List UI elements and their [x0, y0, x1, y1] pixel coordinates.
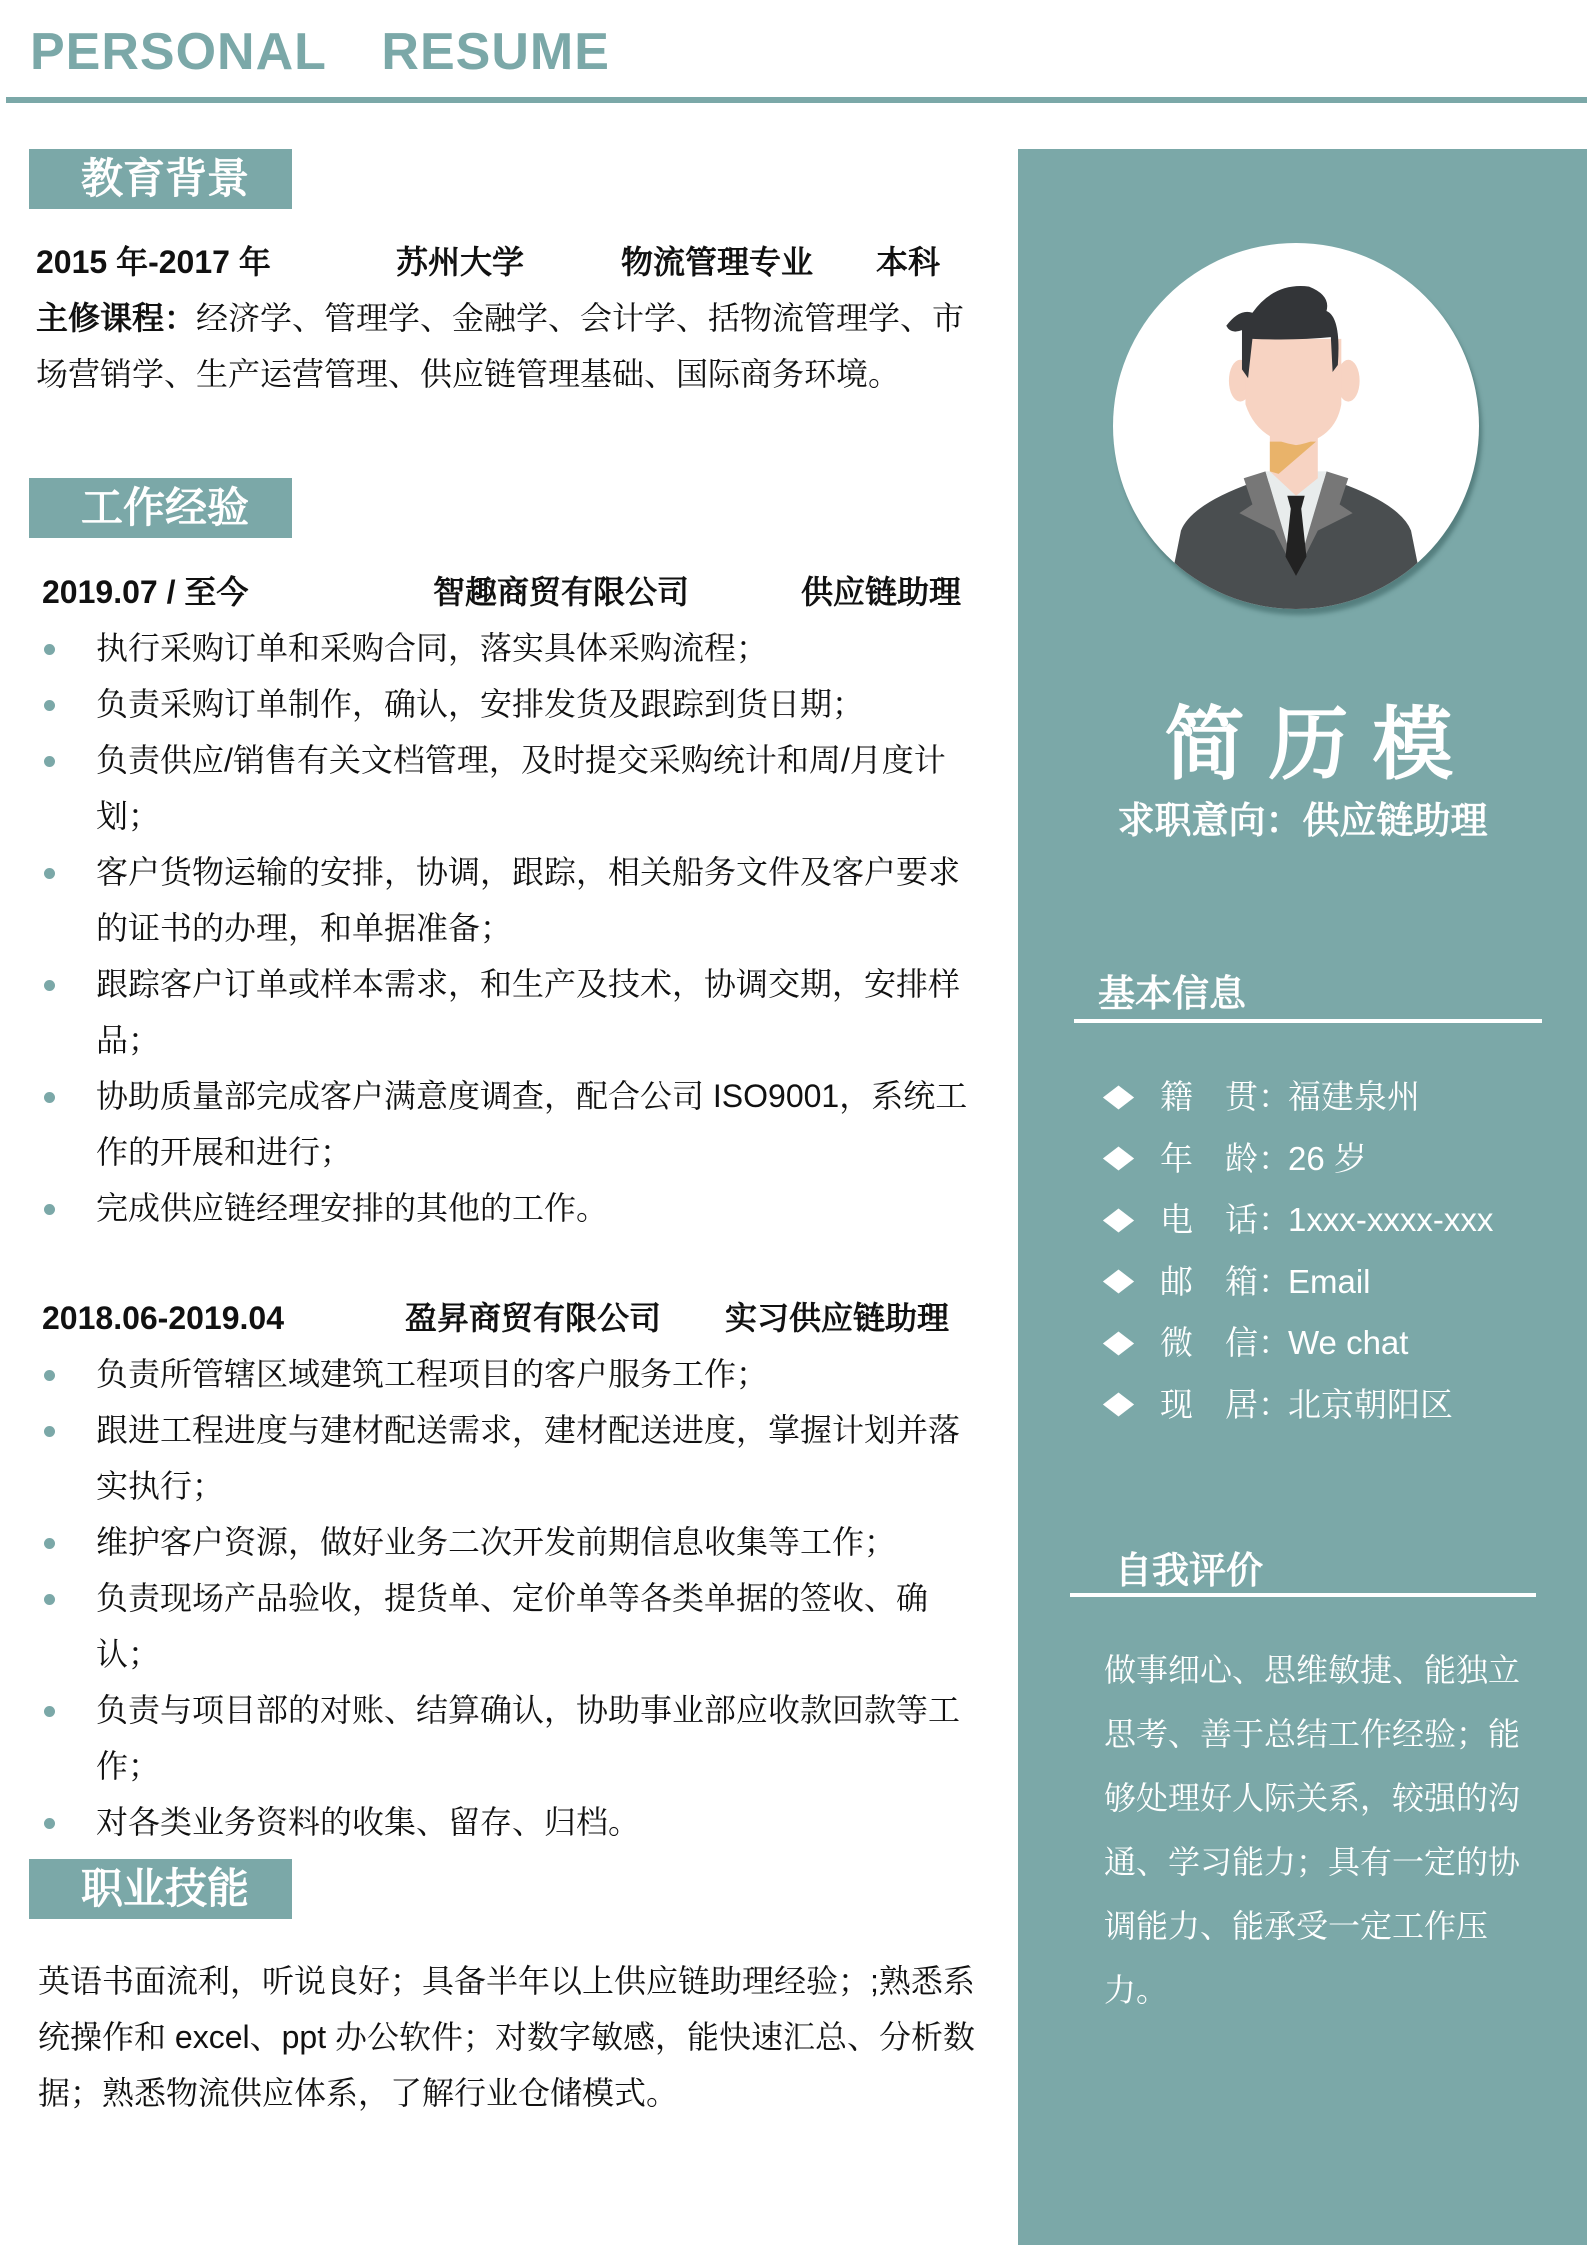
edu-degree: 本科 [876, 244, 941, 280]
basic-info-title: 基本信息 [1098, 973, 1246, 1014]
list-item: 负责所管辖区域建筑工程项目的客户服务工作； [40, 1346, 980, 1402]
info-row-email [1106, 1251, 1493, 1313]
job1-period: 2019.07 / 至今 [42, 574, 249, 610]
edu-period: 2015 年-2017 年 [36, 244, 271, 280]
basic-info-list [1106, 1066, 1493, 1435]
job1-duties [40, 620, 980, 1236]
list-item: 负责供应/销售有关文档管理，及时提交采购统计和周/月度计划； [40, 732, 980, 844]
edu-major: 物流管理专业 [621, 244, 814, 280]
list-item: 协助质量部完成客户满意度调查，配合公司 ISO9001，系统工作的开展和进行； [40, 1068, 980, 1180]
info-value: We chat [1288, 1324, 1409, 1361]
colon: ： [1258, 1201, 1291, 1238]
basic-info-divider [1074, 1019, 1542, 1023]
info-value: Email [1288, 1262, 1371, 1300]
self-eval-divider [1070, 1593, 1536, 1597]
edu-school: 苏州大学 [396, 244, 525, 280]
info-label: 龄 [1225, 1139, 1258, 1177]
section-title-work: 工作经验 [29, 478, 292, 538]
diamond-bullet-icon [1106, 1208, 1130, 1232]
colon: ： [1258, 1078, 1291, 1115]
section-title-skills: 职业技能 [29, 1859, 292, 1919]
list-item: 跟踪客户订单或样本需求，和生产及技术，协调交期，安排样品； [40, 956, 980, 1068]
list-item: 负责与项目部的对账、结算确认，协助事业部应收款回款等工作； [40, 1682, 980, 1794]
info-label: 电 [1160, 1201, 1193, 1238]
section-title-education: 教育背景 [29, 149, 292, 209]
list-item: 对各类业务资料的收集、留存、归档。 [40, 1794, 980, 1850]
list-item: 跟进工程进度与建材配送需求，建材配送进度，掌握计划并落实执行； [40, 1402, 980, 1514]
info-label: 邮 [1160, 1262, 1193, 1300]
list-item: 维护客户资源，做好业务二次开发前期信息收集等工作； [40, 1514, 980, 1570]
info-label: 信 [1225, 1324, 1258, 1361]
skills-text: 英语书面流利，听说良好；具备半年以上供应链助理经验；;熟悉系统操作和 excel、ppt 办公软件；对数字敏感，能快速汇总、分析数据；熟悉物流供应体系，了解行业仓储模式。 [38, 1963, 975, 2111]
colon: ： [1258, 1324, 1291, 1361]
job2-position: 实习供应链助理 [725, 1300, 950, 1336]
info-row-age [1106, 1128, 1493, 1190]
header-divider [6, 97, 1587, 103]
info-value: 福建泉州 [1288, 1078, 1420, 1115]
info-label: 籍 [1160, 1078, 1193, 1115]
job2-duties [40, 1346, 980, 1850]
page-title: PERSONAL RESUME [30, 23, 610, 81]
list-item: 负责采购订单制作，确认，安排发货及跟踪到货日期； [40, 676, 980, 732]
info-value: 1xxx-xxxx-xxx [1288, 1201, 1494, 1238]
colon: ： [1258, 1385, 1291, 1423]
diamond-bullet-icon [1106, 1146, 1130, 1170]
job2-period: 2018.06-2019.04 [42, 1300, 284, 1336]
info-label: 箱 [1225, 1262, 1258, 1300]
job-intent: 求职意向：供应链助理 [1117, 800, 1488, 841]
info-label: 微 [1160, 1324, 1193, 1361]
job2-company: 盈昇商贸有限公司 [405, 1300, 662, 1336]
courses-label: 主修课程： [36, 300, 197, 336]
job1-position: 供应链助理 [801, 574, 962, 610]
list-item: 负责现场产品验收，提货单、定价单等各类单据的签收、确认； [40, 1570, 980, 1682]
info-value: 北京朝阳区 [1288, 1385, 1453, 1423]
list-item: 客户货物运输的安排，协调，跟踪，相关船务文件及客户要求的证书的办理，和单据准备； [40, 844, 980, 956]
colon: ： [1258, 1139, 1291, 1177]
diamond-bullet-icon [1106, 1392, 1130, 1416]
info-label: 贯 [1225, 1078, 1258, 1115]
edu-courses [36, 290, 976, 402]
info-row-residence [1106, 1374, 1493, 1436]
info-value: 26 岁 [1288, 1139, 1367, 1177]
courses-text: 经济学、管理学、金融学、会计学、括物流管理学、市场营销学、生产运营管理、供应链管理基础、国际商务环境。 [36, 300, 965, 392]
colon: ： [1258, 1262, 1291, 1300]
info-label: 话 [1225, 1201, 1258, 1238]
info-label: 现 [1160, 1385, 1193, 1423]
diamond-bullet-icon [1106, 1331, 1130, 1355]
diamond-bullet-icon [1106, 1269, 1130, 1293]
info-row-hometown [1106, 1066, 1493, 1128]
info-label: 居 [1225, 1385, 1258, 1423]
info-row-phone [1106, 1189, 1493, 1251]
list-item: 完成供应链经理安排的其他的工作。 [40, 1180, 980, 1236]
job1-company: 智趣商贸有限公司 [433, 574, 690, 610]
self-eval-title: 自我评价 [1115, 1550, 1263, 1591]
list-item: 执行采购订单和采购合同，落实具体采购流程； [40, 620, 980, 676]
resume-name: 简历模 [1164, 700, 1477, 789]
avatar [1113, 243, 1479, 609]
diamond-bullet-icon [1106, 1085, 1130, 1109]
self-eval-text: 做事细心、思维敏捷、能独立思考、善于总结工作经验；能够处理好人际关系，较强的沟通、学习能力；具有一定的协调能力、能承受一定工作压力。 [1104, 1652, 1521, 2008]
info-row-wechat [1106, 1312, 1493, 1374]
person-avatar-icon [1113, 243, 1479, 609]
info-label: 年 [1160, 1139, 1193, 1177]
